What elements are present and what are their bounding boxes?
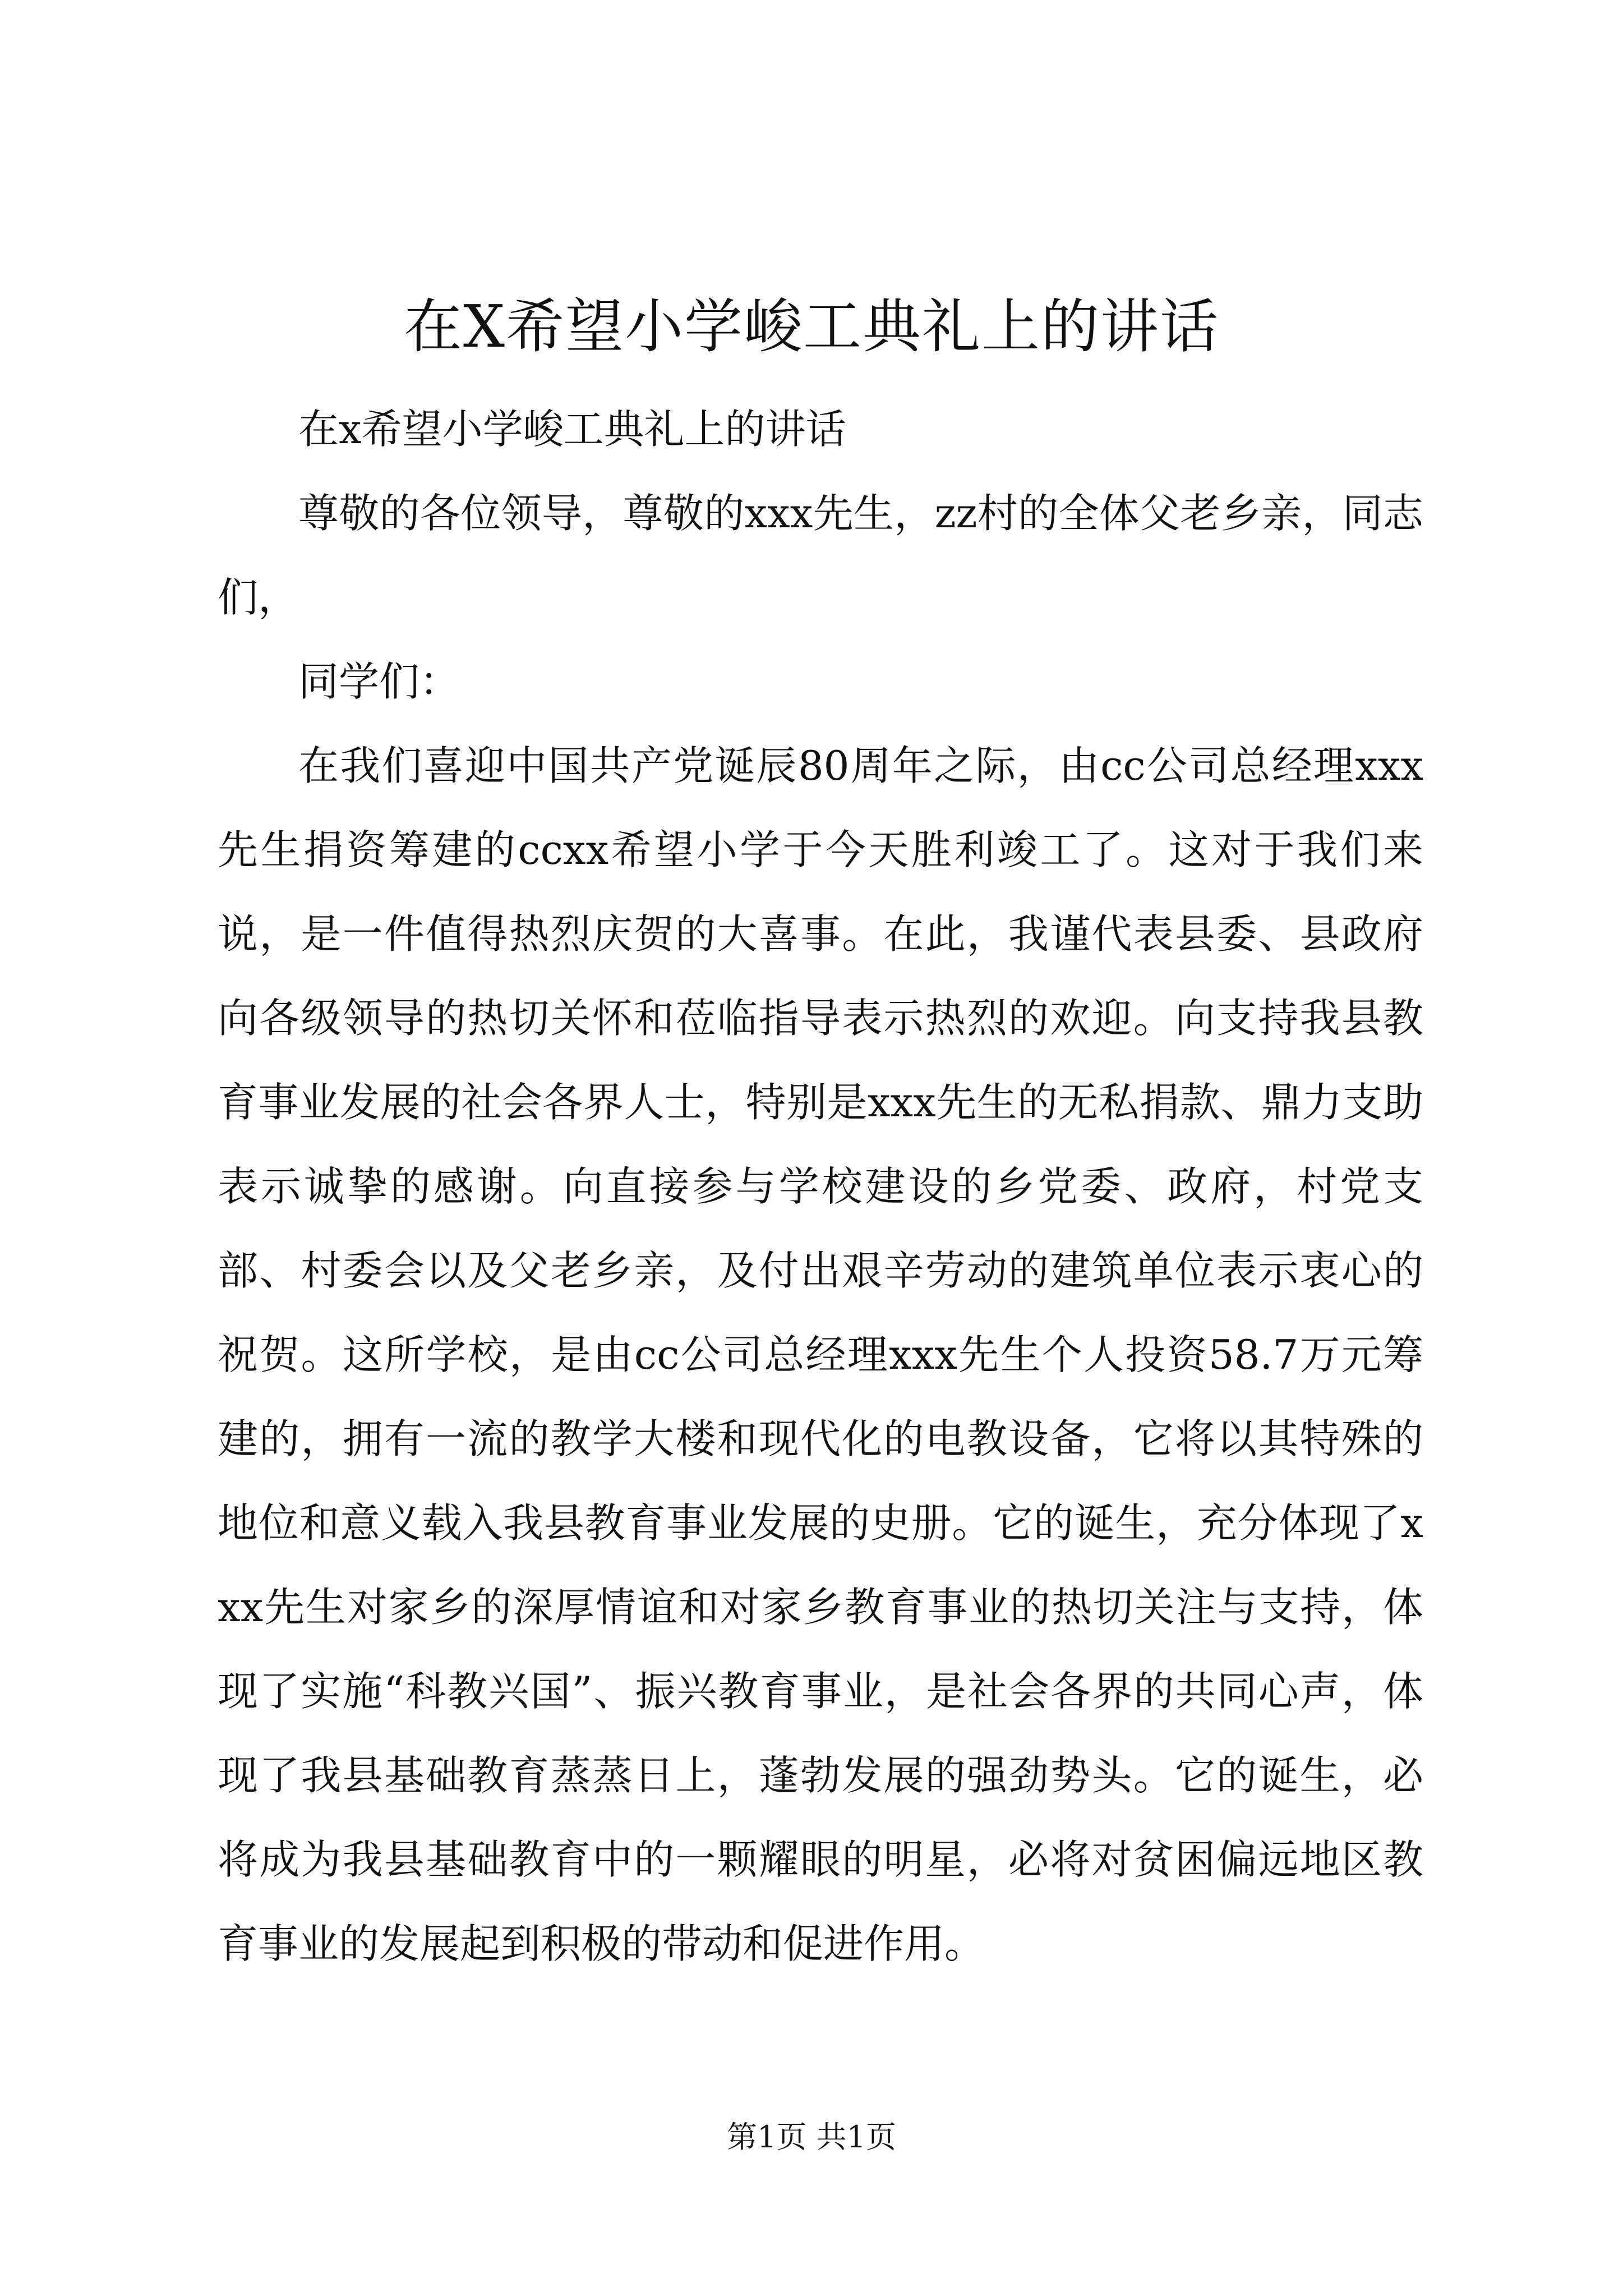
- page-number-footer: 第1页 共1页: [727, 2119, 896, 2155]
- paragraph-main-speech: 在我们喜迎中国共产党诞辰80周年之际，由cc公司总经理xxx先生捐资筹建的ccxx希望小学于今天胜利竣工了。这对于我们来说，是一件值得热烈庆贺的大喜事。在此，我谨代表县委、县政府向各级领导的热切关怀和莅临指导表示热烈的欢迎。向支持我县教育事业发展的社会各界人士，特别是xxx先生的无私捐款、鼎力支助表示诚挚的感谢。向直接参与学校建设的乡党委、政府，村党支部、村委会以及父老乡亲，及付出艰辛劳动的建筑单位表示衷心的祝贺。这所学校，是由cc公司总经理xxx先生个人投资58.7万元筹建的，拥有一流的教学大楼和现代化的电教设备，它将以其特殊的地位和意义载入我县教育事业发展的史册。它的诞生，充分体现了xxx先生对家乡的深厚情谊和对家乡教育事业的热切关注与支持，体现了实施“科教兴国”、振兴教育事业，是社会各界的共同心声，体现了我县基础教育蒸蒸日上，蓬勃发展的强劲势头。它的诞生，必将成为我县基础教育中的一颗耀眼的明星，必将对贫困偏远地区教育事业的发展起到积极的带动和促进作用。: [218, 742, 1423, 1967]
- paragraph-salutation-students: 同学们：: [298, 658, 460, 705]
- document-body: [218, 387, 1423, 1986]
- paragraph-salutation: 尊敬的各位领导，尊敬的xxx先生，zz村的全体父老乡亲，同志们，: [218, 490, 1423, 621]
- document-title: 在X希望小学峻工典礼上的讲话: [403, 292, 1220, 361]
- paragraph-subtitle: 在x希望小学峻工典礼上的讲话: [298, 406, 846, 453]
